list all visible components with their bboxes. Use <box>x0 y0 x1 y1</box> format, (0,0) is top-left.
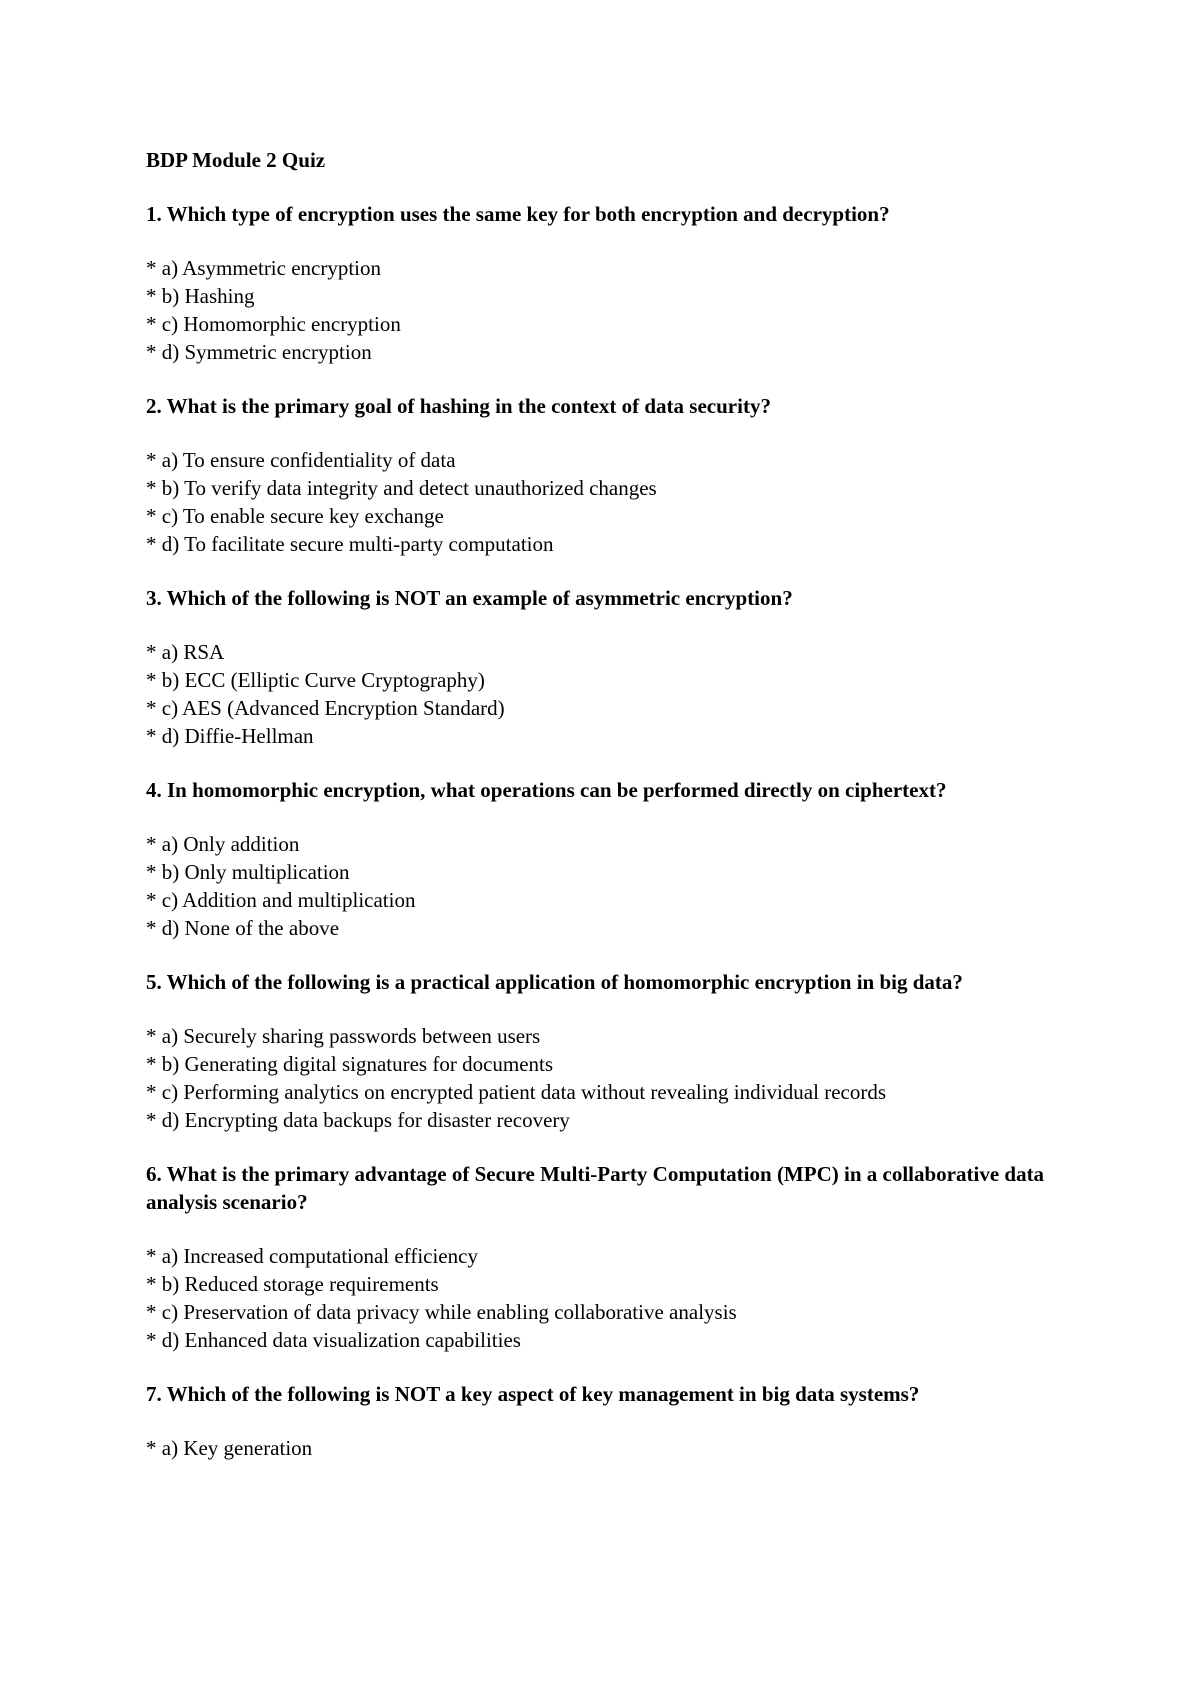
question-4 <box>146 776 1066 942</box>
question-6 <box>146 1160 1066 1354</box>
question-prompt: What is the primary advantage of Secure Multi-Party Computation (MPC) in a collaborative data analysis scenario? <box>146 1162 1045 1214</box>
answer-options <box>146 1242 1066 1354</box>
answer-option-a: * a) To ensure confidentiality of data <box>146 448 456 472</box>
answer-options <box>146 1022 1066 1134</box>
answer-option-d: * d) Enhanced data visualization capabilities <box>146 1328 521 1352</box>
question-number: 3. <box>146 586 162 610</box>
question-2 <box>146 392 1066 558</box>
answer-option-c: * c) Performing analytics on encrypted patient data without revealing individual records <box>146 1080 887 1104</box>
answer-option-a: * a) RSA <box>146 640 225 664</box>
question-prompt: In homomorphic encryption, what operations can be performed directly on ciphertext? <box>167 778 947 802</box>
answer-option-a: * a) Only addition <box>146 832 300 856</box>
answer-option-c: * c) Addition and multiplication <box>146 888 416 912</box>
answer-option-d: * d) None of the above <box>146 916 340 940</box>
question-text <box>146 968 1066 996</box>
answer-option-c: * c) Preservation of data privacy while enabling collaborative analysis <box>146 1300 737 1324</box>
answer-option-d: * d) To facilitate secure multi-party computation <box>146 532 554 556</box>
answer-option-a: * a) Increased computational efficiency <box>146 1244 478 1268</box>
answer-option-c: * c) To enable secure key exchange <box>146 504 444 528</box>
answer-option-c: * c) AES (Advanced Encryption Standard) <box>146 696 505 720</box>
document-page <box>146 146 1066 1488</box>
answer-option-b: * b) To verify data integrity and detect unauthorized changes <box>146 476 657 500</box>
question-number: 7. <box>146 1382 162 1406</box>
question-text <box>146 584 1066 612</box>
question-prompt: Which of the following is NOT a key aspect of key management in big data systems? <box>166 1382 920 1406</box>
question-prompt: Which type of encryption uses the same key for both encryption and decryption? <box>166 202 890 226</box>
answer-option-a: * a) Key generation <box>146 1436 313 1460</box>
question-number: 2. <box>146 394 162 418</box>
answer-options <box>146 830 1066 942</box>
document-title: BDP Module 2 Quiz <box>146 148 326 172</box>
question-number: 1. <box>146 202 162 226</box>
question-text <box>146 200 1066 228</box>
answer-option-d: * d) Encrypting data backups for disaster recovery <box>146 1108 570 1132</box>
answer-options <box>146 1434 1066 1462</box>
question-number: 4. <box>146 778 162 802</box>
question-text <box>146 776 1066 804</box>
question-3 <box>146 584 1066 750</box>
answer-options <box>146 254 1066 366</box>
question-prompt: What is the primary goal of hashing in the context of data security? <box>166 394 771 418</box>
answer-option-c: * c) Homomorphic encryption <box>146 312 401 336</box>
answer-options <box>146 446 1066 558</box>
answer-option-b: * b) Reduced storage requirements <box>146 1272 439 1296</box>
question-text <box>146 1380 1066 1408</box>
answer-option-b: * b) Only multiplication <box>146 860 350 884</box>
answer-option-d: * d) Symmetric encryption <box>146 340 372 364</box>
question-5 <box>146 968 1066 1134</box>
question-1 <box>146 200 1066 366</box>
question-7 <box>146 1380 1066 1462</box>
question-prompt: Which of the following is NOT an example of asymmetric encryption? <box>166 586 793 610</box>
answer-option-d: * d) Diffie-Hellman <box>146 724 314 748</box>
question-text <box>146 1160 1066 1216</box>
answer-option-a: * a) Asymmetric encryption <box>146 256 382 280</box>
question-text <box>146 392 1066 420</box>
answer-option-b: * b) ECC (Elliptic Curve Cryptography) <box>146 668 485 692</box>
question-number: 6. <box>146 1162 162 1186</box>
question-number: 5. <box>146 970 162 994</box>
answer-option-b: * b) Hashing <box>146 284 255 308</box>
answer-option-a: * a) Securely sharing passwords between users <box>146 1024 541 1048</box>
answer-options <box>146 638 1066 750</box>
question-prompt: Which of the following is a practical application of homomorphic encryption in big data? <box>166 970 963 994</box>
answer-option-b: * b) Generating digital signatures for documents <box>146 1052 554 1076</box>
